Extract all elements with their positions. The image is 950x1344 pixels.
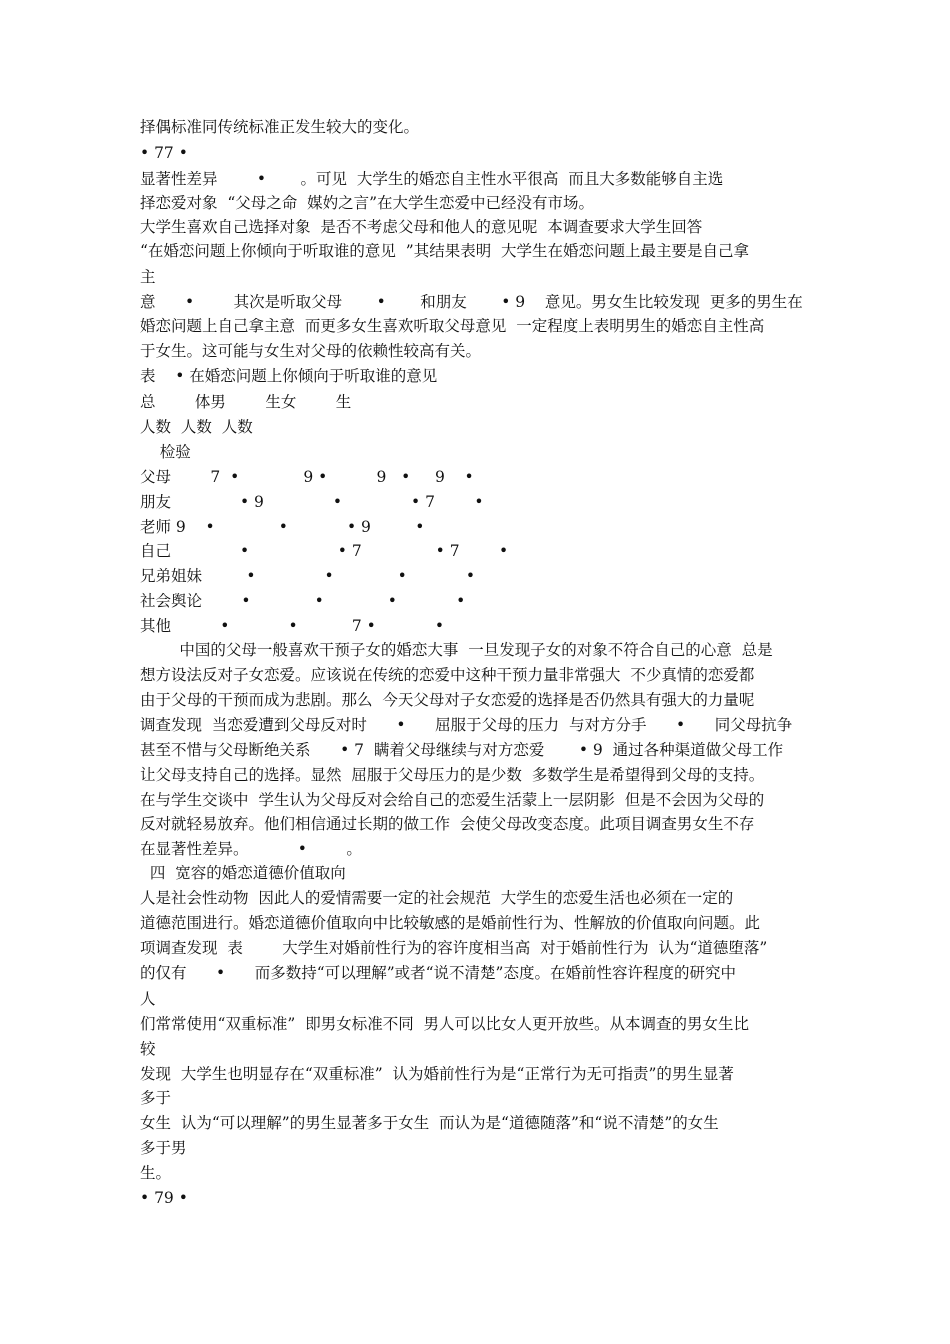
table-row: 社会舆论 • • • • — [140, 592, 466, 610]
text-line: 意 • 其次是听取父母 • 和朋友 • 9 意见。男女生比较发现 更多的男生在 — [140, 293, 803, 311]
text-line: 择恋爱对象 “父母之命 媒妁之言”在大学生恋爱中已经没有市场。 — [140, 194, 595, 212]
text-line: 反对就轻易放弃。他们相信通过长期的做工作 会使父母改变态度。此项目调查男女生不存 — [140, 815, 755, 833]
table-row: 老师 9 • • • 9 • — [140, 518, 425, 536]
text-line: 在与学生交谈中 学生认为父母反对会给自己的恋爱生活蒙上一层阴影 但是不会因为父母的 — [140, 791, 765, 809]
text-line: 于女生。这可能与女生对父母的依赖性较高有关。 — [140, 342, 482, 360]
text-line: 们常常使用“双重标准” 即男女标准不同 男人可以比女人更开放些。从本调查的男女生比 — [140, 1015, 750, 1033]
table-row: 父母 7 • 9 • 9 • 9 • — [140, 468, 474, 486]
table-header: 人数 人数 人数 — [140, 418, 253, 436]
text-line: 择偶标准同传统标准正发生较大的变化。 — [140, 118, 420, 136]
table-header: 检验 — [140, 443, 191, 461]
text-line: 女生 认为“可以理解”的男生显著多于女生 而认为是“道德随落”和“说不清楚”的女生 — [140, 1114, 719, 1132]
text-line: 婚恋问题上自己拿主意 而更多女生喜欢听取父母意见 一定程度上表明男生的婚恋自主性高 — [140, 317, 765, 335]
table-caption: 表 • 在婚恋问题上你倾向于听取谁的意见 — [140, 367, 438, 385]
text-line: 调查发现 当恋爱遭到父母反对时 • 屈服于父母的压力 与对方分手 • 同父母抗争 — [140, 716, 793, 734]
page-number: • 77 • — [140, 144, 188, 162]
text-line: 想方设法反对子女恋爱。应该说在传统的恋爱中这种干预力量非常强大 不少真情的恋爱都 — [140, 666, 755, 684]
text-line: 道德范围进行。婚恋道德价值取向中比较敏感的是婚前性行为、性解放的价值取向问题。此 — [140, 914, 761, 932]
table-row: 自己 • • 7 • 7 • — [140, 542, 509, 560]
text-line: 较 — [140, 1040, 156, 1058]
text-line: 由于父母的干预而成为悲剧。那么 今天父母对子女恋爱的选择是否仍然具有强大的力量呢 — [140, 691, 755, 709]
page-number: • 79 • — [140, 1189, 188, 1207]
table-row: 兄弟姐妹 • • • • — [140, 567, 476, 585]
text-line: 显著性差异 • 。可见 大学生的婚恋自主性水平很高 而且大多数能够自主选 — [140, 170, 724, 188]
text-line: 让父母支持自己的选择。显然 屈服于父母压力的是少数 多数学生是希望得到父母的支持。 — [140, 766, 765, 784]
text-line: 人是社会性动物 因此人的爱情需要一定的社会规范 大学生的恋爱生活也必须在一定的 — [140, 889, 734, 907]
text-line: 甚至不惜与父母断绝关系 • 7 瞒着父母继续与对方恋爱 • 9 通过各种渠道做父母工作 — [140, 741, 784, 759]
table-row: 朋友 • 9 • • 7 • — [140, 493, 484, 511]
text-line: 在显著性差异。 • 。 — [140, 840, 362, 858]
table-row: 其他 • • 7 • • — [140, 617, 445, 635]
text-line: 发现 大学生也明显存在“双重标准” 认为婚前性行为是“正常行为无可指责”的男生显著 — [140, 1065, 734, 1083]
text-line: “在婚恋问题上你倾向于听取谁的意见 ”其结果表明 大学生在婚恋问题上最主要是自己拿 — [140, 242, 750, 260]
text-line: 生。 — [140, 1164, 172, 1182]
text-line: 人 — [140, 990, 156, 1008]
text-line: 多于男 — [140, 1139, 187, 1157]
text-line: 中国的父母一般喜欢干预子女的婚恋大事 一旦发现子女的对象不符合自己的心意 总是 — [140, 641, 773, 659]
text-line: 多于 — [140, 1089, 172, 1107]
text-line: 大学生喜欢自己选择对象 是否不考虑父母和他人的意见呢 本调查要求大学生回答 — [140, 218, 703, 236]
table-header: 总 体男 生女 生 — [140, 393, 352, 411]
text-line: 的仅有 • 而多数持“可以理解”或者“说不清楚”态度。在婚前性容许程度的研究中 — [140, 964, 736, 982]
text-line: 主 — [140, 268, 156, 286]
text-line: 项调查发现 表 大学生对婚前性行为的容许度相当高 对于婚前性行为 认为“道德堕落” — [140, 939, 768, 957]
section-heading: 四 宽容的婚恋道德价值取向 — [140, 864, 346, 882]
